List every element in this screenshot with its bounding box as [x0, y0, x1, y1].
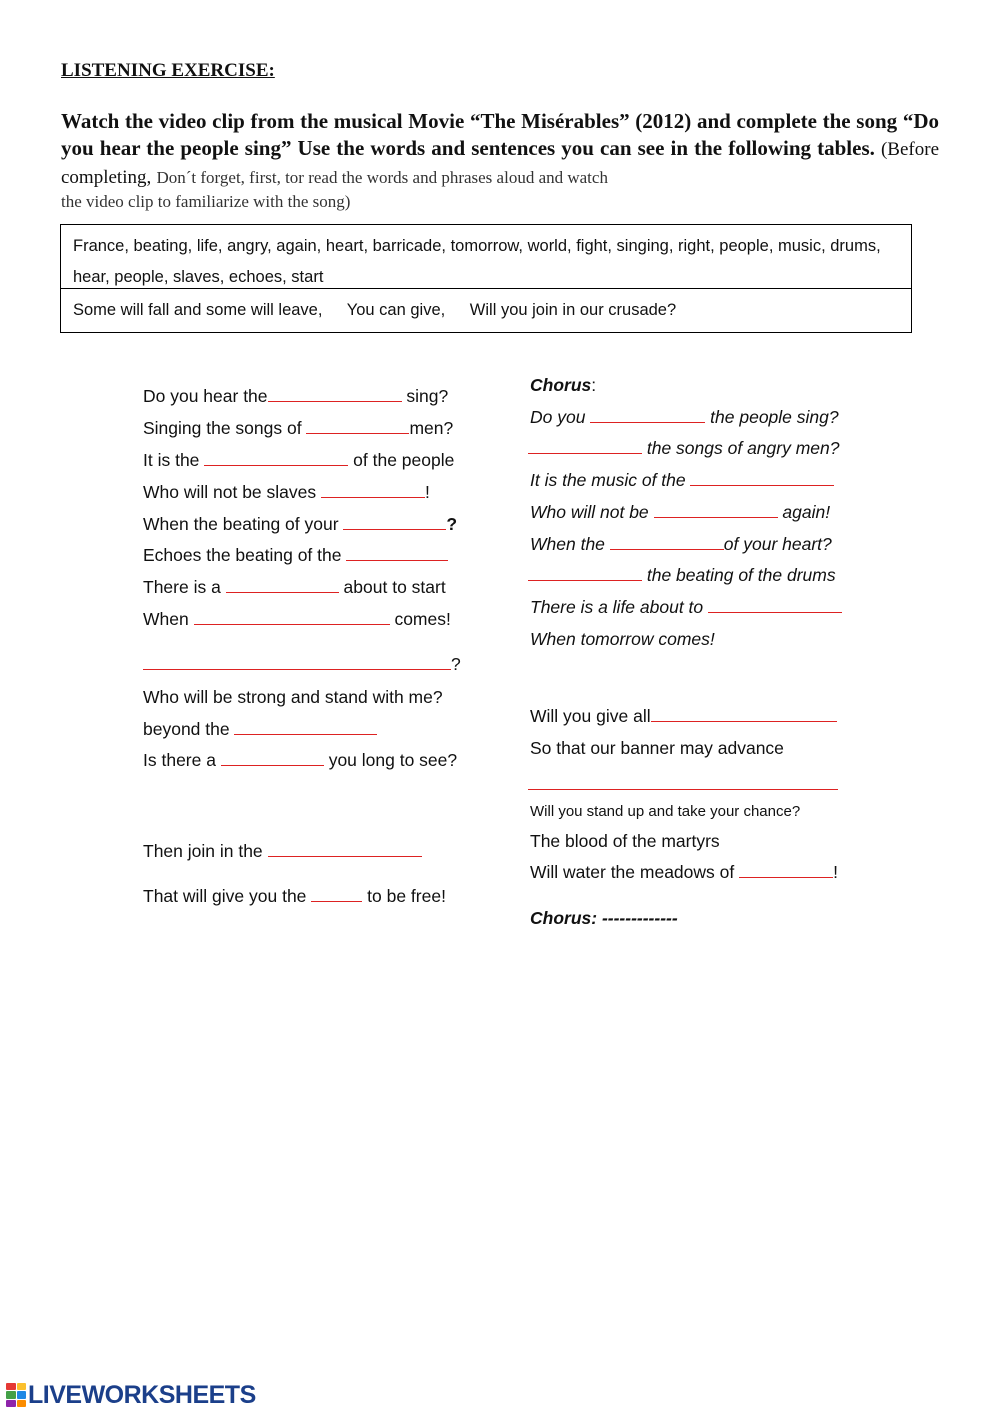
left-line-12: Is there a you long to see?	[143, 750, 458, 770]
chorus-repeat: Chorus: -------------	[530, 908, 678, 928]
right-line-8: When tomorrow comes!	[530, 629, 715, 649]
liveworksheets-logo	[6, 1380, 256, 1410]
left-line-1: Do you hear the sing?	[143, 386, 449, 406]
fill-blank[interactable]	[708, 598, 842, 613]
left-line-4: Who will not be slaves !	[143, 482, 430, 502]
fill-blank[interactable]	[590, 408, 705, 423]
fill-blank[interactable]	[194, 610, 390, 625]
left-line-10: Who will be strong and stand with me?	[143, 687, 443, 707]
fill-blank[interactable]	[204, 451, 348, 466]
phrase-item: You can give,	[346, 301, 446, 319]
right-line-7: There is a life about to	[530, 597, 842, 618]
fill-blank[interactable]	[528, 439, 642, 454]
left-line-5: When the beating of your ?	[143, 514, 458, 534]
fill-blank[interactable]	[651, 707, 837, 722]
fill-blank[interactable]	[221, 751, 324, 766]
right-line-11	[528, 774, 838, 795]
instructions-note: Don´t forget, first, tor read the words and phrases aloud and watch	[156, 168, 608, 187]
fill-blank[interactable]	[143, 655, 451, 670]
fill-blank[interactable]	[311, 887, 362, 902]
left-line-8: When comes!	[143, 609, 451, 629]
left-line-13: Then join in the	[143, 841, 422, 862]
right-line-10: So that our banner may advance	[530, 738, 784, 758]
fill-blank[interactable]	[268, 387, 402, 402]
fill-blank[interactable]	[690, 471, 834, 486]
instructions	[61, 108, 939, 212]
left-line-3: It is the of the people	[143, 450, 455, 470]
fill-blank[interactable]	[528, 775, 838, 790]
logo-blocks-icon	[6, 1383, 26, 1407]
phrase-bank-box	[60, 288, 912, 333]
right-line-12: Will you stand up and take your chance?	[530, 803, 801, 820]
fill-blank[interactable]	[610, 535, 724, 550]
exercise-heading: LISTENING EXERCISE:	[61, 60, 275, 81]
fill-blank[interactable]	[268, 842, 422, 857]
right-line-6: the beating of the drums	[528, 565, 836, 586]
left-line-7: There is a about to start	[143, 577, 446, 597]
fill-blank[interactable]	[528, 566, 642, 581]
instructions-note-end: the video clip to familiarize with the song)	[61, 191, 351, 211]
chorus-heading: Chorus:	[530, 375, 597, 395]
right-line-1: Do you the people sing?	[530, 407, 839, 427]
fill-blank[interactable]	[739, 863, 833, 878]
fill-blank[interactable]	[654, 503, 778, 518]
right-line-2: the songs of angry men?	[528, 438, 839, 459]
left-line-2: Singing the songs of men?	[143, 418, 454, 438]
instructions-paren: (Before completing,	[61, 138, 940, 188]
left-line-11: beyond the	[143, 719, 377, 740]
right-line-4: Who will not be again!	[530, 502, 831, 522]
phrase-item: Some will fall and some will leave,	[73, 301, 323, 319]
phrase-item: Will you join in our crusade?	[469, 301, 677, 319]
fill-blank[interactable]	[343, 515, 446, 530]
fill-blank[interactable]	[306, 419, 409, 434]
instructions-main: Watch the video clip from the musical Movie “The Misérables” (2012) and complete the song “Do you hear the people sing” Use the words and sentences you can see in the following tables.	[61, 109, 939, 160]
fill-blank[interactable]	[234, 720, 377, 735]
right-line-13: The blood of the martyrs	[530, 831, 720, 851]
left-line-9: ?	[143, 654, 461, 675]
word-bank-box: France, beating, life, angry, again, heart, barricade, tomorrow, world, fight, singing, right, people, music, drums, hear, people, slaves, echoes, start	[60, 224, 912, 289]
left-line-6: Echoes the beating of the	[143, 545, 448, 566]
right-line-3: It is the music of the	[530, 470, 834, 491]
right-line-14: Will water the meadows of !	[530, 862, 838, 882]
fill-blank[interactable]	[226, 578, 339, 593]
right-line-5: When the of your heart?	[530, 534, 832, 554]
fill-blank[interactable]	[321, 483, 425, 498]
right-line-9: Will you give all	[530, 706, 837, 727]
fill-blank[interactable]	[346, 546, 448, 561]
brand-name: LIVEWORKSHEETS	[28, 1380, 256, 1409]
left-line-14: That will give you the to be free!	[143, 886, 446, 906]
